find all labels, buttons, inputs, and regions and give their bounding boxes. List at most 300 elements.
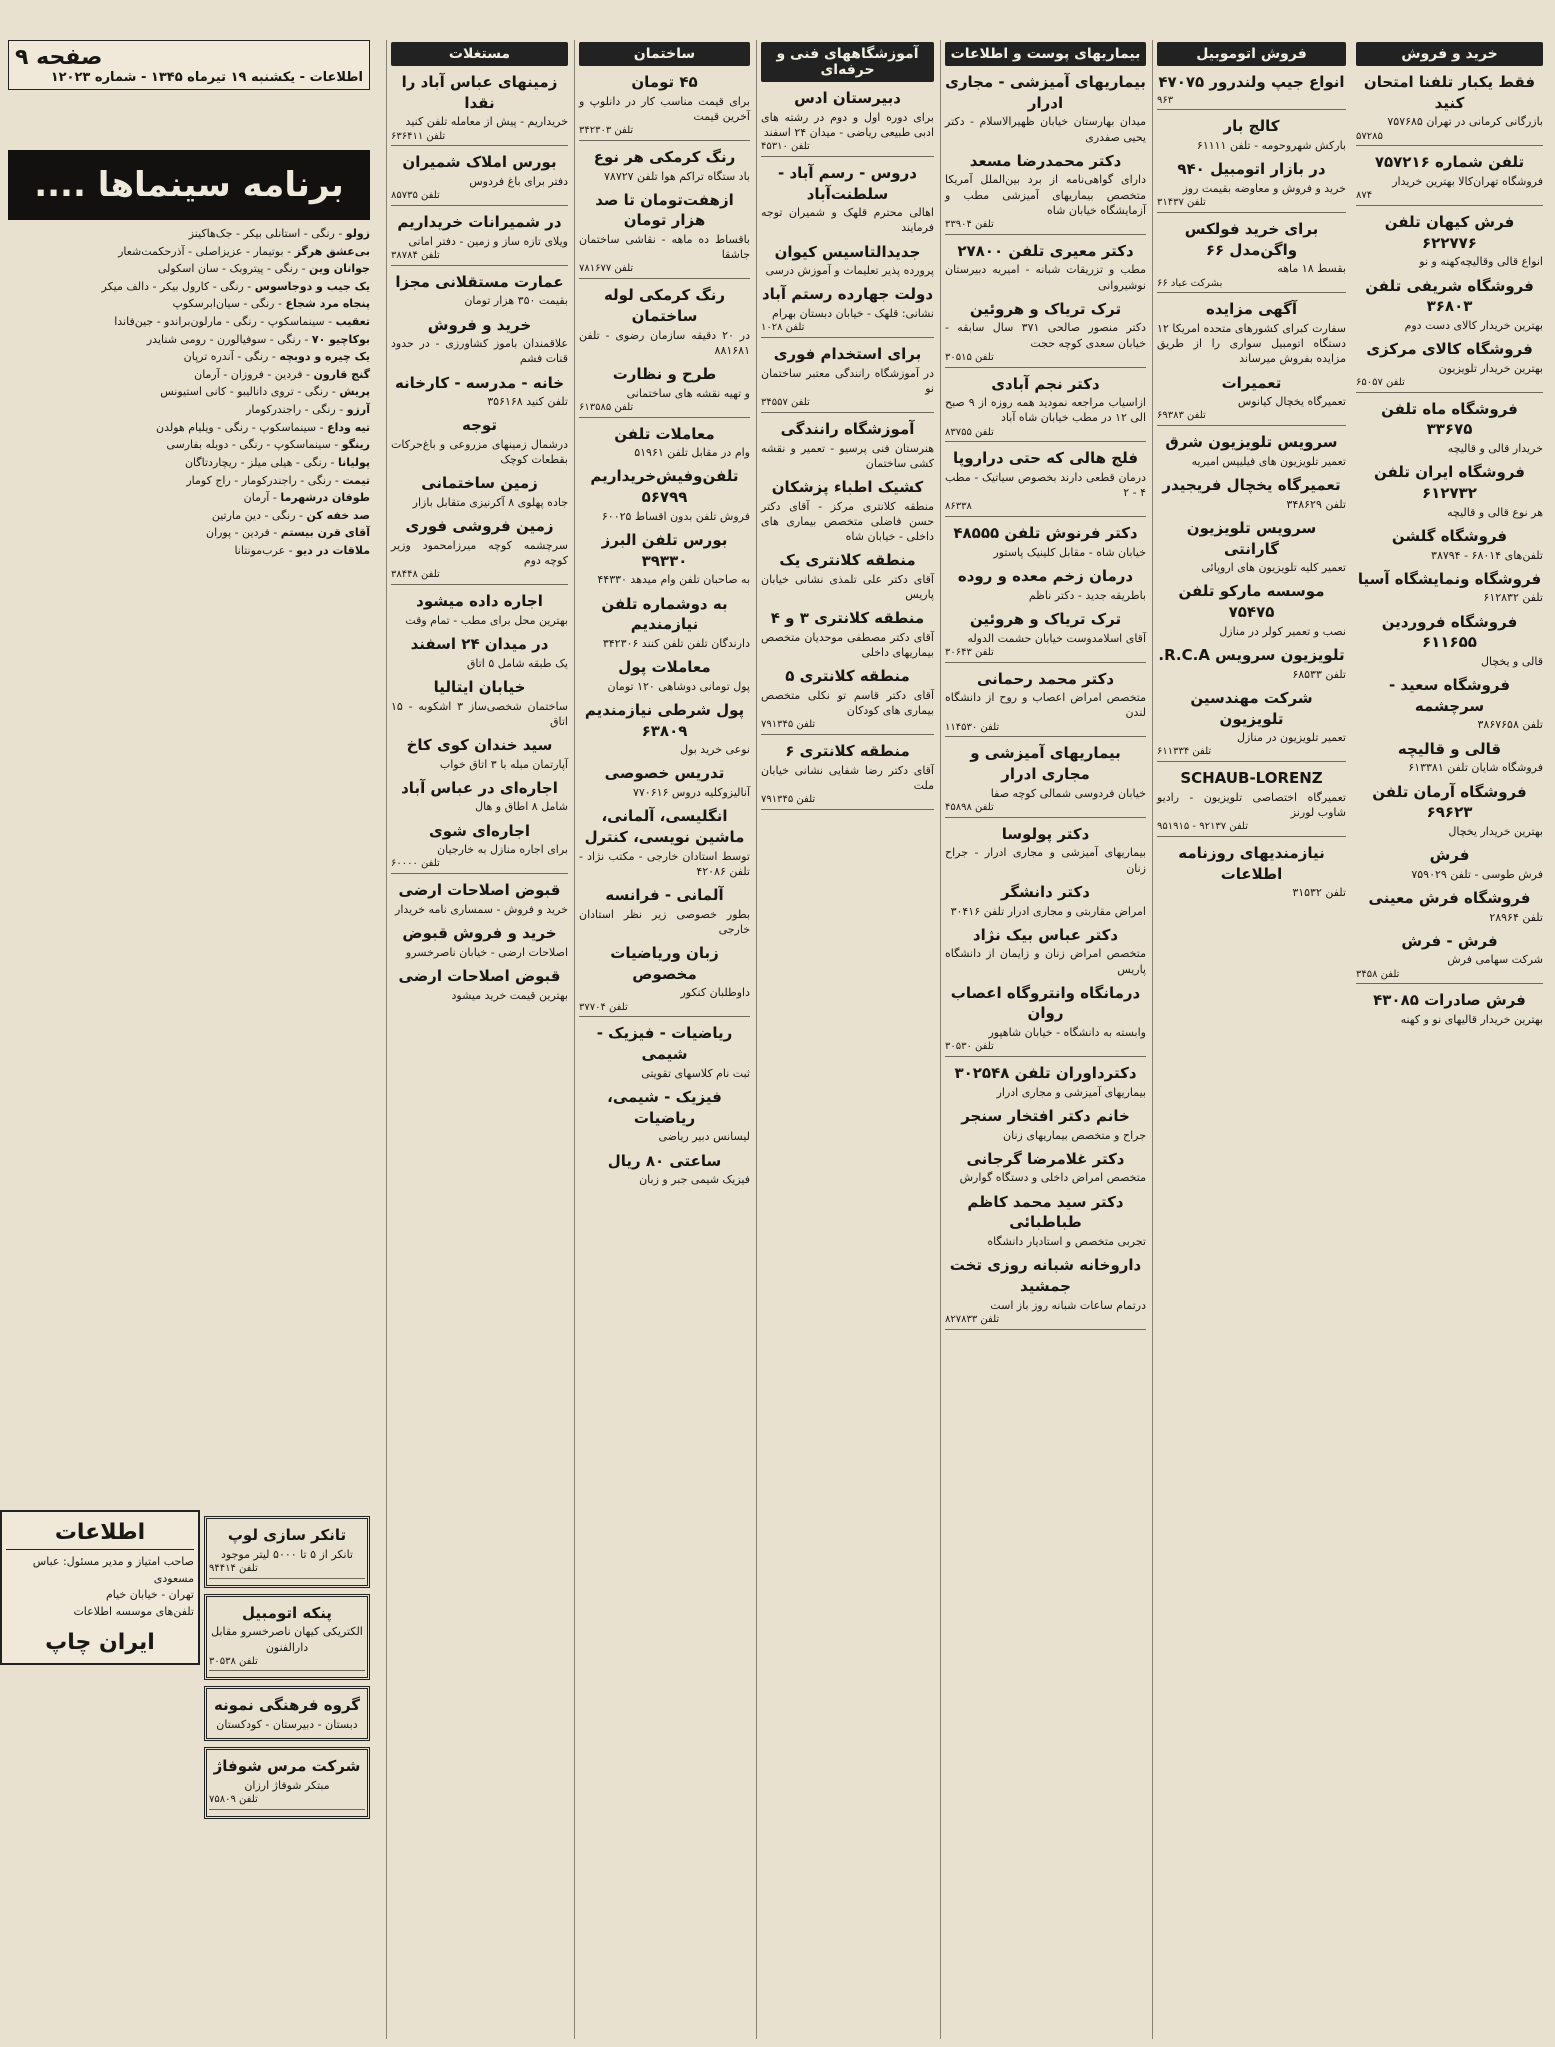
printing-house: ایران چاپ — [45, 1630, 155, 1655]
ad-title: قبوض اصلاحات ارضی — [398, 966, 561, 985]
cinema-listings — [8, 226, 370, 561]
ad-title: برای استخدام فوری — [773, 345, 922, 364]
film-details: سینماسکوپ - رنگی - مارلون‌براندو - جین‌فاندا — [114, 315, 325, 329]
ad-body: انواع قالی وقالیچه‌کهنه و نو — [1419, 255, 1543, 269]
film-title: تعقیب — [335, 315, 370, 329]
cinema-entry: رینگو - سینماسکوپ - رنگی - دوبله بفارسی — [166, 438, 370, 452]
classified-ad — [391, 212, 568, 266]
classified-ad — [761, 163, 934, 236]
classified-ad — [945, 151, 1146, 235]
ad-body: خریدار قالی و قالیچه — [1447, 442, 1543, 456]
ad-body: تعمیر تلویزیون های فیلیپس امیریه — [1191, 454, 1346, 468]
cinema-banner: برنامه سینماها .... — [8, 150, 370, 220]
ad-title: فروشگاه شریفی تلفن ۳۶۸۰۳ — [1365, 276, 1534, 316]
classified-column — [1152, 40, 1350, 2039]
ad-title: طرح و نظارت — [612, 364, 717, 383]
ad-body: فیزیک شیمی جبر و زبان — [639, 1173, 750, 1187]
ad-title: ازهفت‌تومان تا صد هزار تومان — [595, 190, 734, 230]
classified-ad — [1356, 569, 1543, 606]
classified-ad — [391, 821, 568, 875]
ad-title: خرید و فروش — [427, 315, 532, 334]
classified-ad — [945, 1149, 1146, 1186]
ad-body: سفارت کبرای کشورهای متحده امریکا ۱۲ دستگاه اتومبیل سواری را از طریق مزایده بفروش میرساند — [1157, 322, 1346, 366]
ad-phone: تلفن ۶۳۶۴۱۱ — [391, 130, 568, 147]
ad-title: منطقه کلانتری ۶ — [785, 742, 910, 761]
ad-title: شرکت مهندسین تلویزیون — [1190, 688, 1313, 728]
ad-body: امراض مقاربتی و مجاری ادرار تلفن ۳۰۴۱۶ — [950, 904, 1146, 918]
ad-body: متخصص امراض اعصاب و روح از دانشگاه لندن — [945, 691, 1146, 720]
classified-ad — [761, 608, 934, 660]
ad-title: تعمیرگاه یخچال فریجیدر — [1162, 476, 1341, 495]
classified-ad — [1356, 462, 1543, 520]
cinema-entry: تیمت - رنگی - راجندرکومار - راج کومار — [186, 473, 370, 487]
classified-column — [386, 40, 572, 2039]
ad-phone: تلفن ۸۵۷۳۵ — [391, 189, 568, 206]
ad-title: ترک تریاک و هروئین — [969, 299, 1122, 318]
masthead-director: صاحب امتیاز و مدیر مسئول: عباس مسعودی — [32, 1555, 194, 1585]
ad-body: شرکت سهامی فرش — [1447, 953, 1543, 967]
cinema-entry: بوکاچیو ۷۰ - رنگی - سوفیالورن - رومی شنایدر — [146, 332, 370, 346]
ad-body: تعمیرگاه اختصاصی تلویزیون - رادیو شاوب لورنز — [1157, 790, 1346, 820]
classified-ad — [391, 473, 568, 510]
classified-ad — [945, 925, 1146, 977]
classified-ad — [579, 657, 750, 694]
classified-ad — [579, 594, 750, 652]
ad-body: آنالیزوکلیه دروس ۷۷۰۶۱۶ — [632, 786, 750, 800]
ad-title: بورس املاک شمیران — [402, 153, 557, 172]
ad-body: دفتر برای باغ فردوس — [469, 175, 568, 189]
ad-body: میدان بهارستان خیابان ظهیرالاسلام - دکتر یحیی صفدری — [945, 115, 1146, 144]
ad-title: اجاره داده میشود — [416, 592, 543, 611]
ad-body: تلفن ۳۱۵۳۲ — [1292, 886, 1346, 900]
ad-body: بقسط ۱۸ ماهه — [1277, 262, 1346, 276]
ad-body: جراح و متخصص بیماریهای زنان — [1003, 1128, 1146, 1142]
ad-phone: تلفن ۷۸۱۶۷۷ — [579, 262, 750, 279]
ad-title: دکتر پولوسا — [1001, 824, 1090, 843]
ad-title: زبان وریاضیات مخصوص — [610, 944, 719, 983]
ad-phone: تلفن ۹۲۱۳۷ - ۹۵۱۹۱۵ — [1157, 820, 1346, 837]
ad-phone: تلفن ۳۰۵۳۸ — [209, 1655, 365, 1672]
film-details: رنگی - استانلی بیکر - جک‌هاکینز — [188, 227, 335, 240]
ad-title: شرکت مرس شوفاژ — [213, 1757, 361, 1776]
classified-ad — [579, 530, 750, 588]
classified-ad — [945, 824, 1146, 876]
classified-ad — [579, 147, 750, 184]
ad-phone: تلفن ۹۴۴۱۴ — [209, 1562, 365, 1579]
film-details: بوتیمار - عزیزاصلی - آذرحکمت‌شعار — [118, 244, 284, 258]
ad-body: بهترین خریدار کالای دست دوم — [1404, 318, 1543, 332]
classified-ad — [579, 424, 750, 461]
bottom-right-ads — [204, 1510, 370, 1825]
ad-body: تعمیرگاه یخچال کیانوس — [1237, 395, 1346, 409]
classified-ad — [761, 284, 934, 338]
film-title: پریش — [339, 385, 370, 399]
cinema-entry: گنج قارون - فردین - فروزان - آرمان — [194, 367, 370, 381]
ad-phone: تلفن ۳۸۷۸۴ — [391, 249, 568, 266]
ad-title: آگهی مزایده — [1205, 300, 1298, 319]
ad-title: دولت جهارده رستم آباد — [761, 285, 934, 304]
ad-body: مبتکر شوفاژ ارزان — [244, 1779, 330, 1793]
ad-title: عمارت مستقلانی مجزا — [395, 272, 564, 291]
classified-ad — [391, 735, 568, 772]
ad-phone: تلفن ۶۰۰۰۰ — [391, 857, 568, 874]
film-details: سینماسکوپ - رنگی - ویلیام هولدن — [156, 420, 317, 434]
film-details: آرمان — [243, 491, 270, 505]
ad-phone: تلفن ۷۹۱۳۴۵ — [761, 793, 934, 810]
masthead-phones-label: تلفن‌های موسسه اطلاعات — [73, 1604, 194, 1618]
ad-title: دکتر نجم آبادی — [991, 374, 1100, 393]
ad-body: ساختمان شخصی‌ساز ۳ اشکوبه - ۱۵ اتاق — [391, 699, 569, 728]
classified-ad — [945, 72, 1146, 145]
ad-phone: تلفن ۱۱۴۵۳۰ — [945, 721, 1146, 738]
ad-title: فروشگاه ونمایشگاه آسیا — [1357, 569, 1542, 588]
classified-column — [574, 40, 754, 2039]
ad-title: تعمیرات — [1221, 373, 1282, 392]
classified-ad — [1157, 843, 1346, 901]
ad-body: لیسانس دبیر ریاضی — [658, 1130, 750, 1144]
film-title: یک چیره و دوبچه — [279, 350, 370, 364]
classified-ad — [1356, 845, 1543, 882]
ad-title: انگلیسی، آلمانی، ماشین نویسی، کنترل — [584, 807, 745, 847]
classified-ad — [1356, 612, 1543, 670]
classified-ad — [391, 152, 568, 206]
film-title: زولو — [345, 227, 370, 240]
cinema-entry: تعقیب - سینماسکوپ - رنگی - مارلون‌براندو - جین‌فاندا — [114, 315, 370, 329]
classified-ad — [391, 516, 568, 585]
cinema-entry: پنجاه مرد شجاع - رنگی - سیان‌ابرسکوپ — [172, 297, 370, 311]
ad-body: درمان قطعی دارند بخصوص سیاتیک - مطب ۴ - ۲ — [945, 471, 1146, 500]
ad-phone: تلفن ۳۴۵۸ — [1356, 968, 1543, 985]
ad-body: بهترین خریدار تلویزیون — [1438, 361, 1543, 375]
ad-body: جاده پهلوی ۸ آکرنیزی متقابل بازار — [412, 496, 568, 510]
classified-ad — [945, 1255, 1146, 1329]
film-details: رنگی - راجندرکومار - راج کومار — [186, 473, 332, 487]
ad-phone: تلفن ۶۹۳۸۳ — [1157, 409, 1346, 426]
classified-column — [756, 40, 938, 2039]
film-details: رنگی - دین مارتین — [211, 508, 296, 522]
ad-body: ویلای تازه ساز و زمین - دفتر امانی — [408, 234, 568, 248]
ad-phone: تلفن ۴۵۸۹۸ — [945, 801, 1146, 818]
ad-body: تلفن ۳۴۸۶۲۹ — [1286, 497, 1346, 511]
ad-title: ریاضیات - فیزیک - شیمی — [596, 1024, 733, 1064]
classified-ad — [391, 923, 568, 960]
ad-body: توسط استادان خارجی - مکتب نژاد - تلفن ۴۲۰۸۶ — [579, 849, 750, 878]
cinema-entry: تیه وداع - سینماسکوپ - رنگی - ویلیام هولدن — [156, 420, 370, 434]
classified-ad — [1356, 990, 1543, 1027]
column-heading: خرید و فروش — [1356, 42, 1543, 66]
classified-ad — [945, 983, 1146, 1057]
ad-body: متخصص امراض داخلی و دستگاه گوارش — [959, 1171, 1146, 1185]
ad-title: فروشگاه کالای مرکزی — [1366, 340, 1533, 359]
ad-title: پنکه اتومبیل — [242, 1603, 332, 1622]
classified-ad — [579, 763, 750, 800]
ad-title: دکتر عباس بیک نژاد — [972, 925, 1119, 944]
ad-title: کالج بار — [1223, 117, 1280, 136]
classified-ad — [1157, 581, 1346, 639]
cinema-entry: پریش - رنگی - تروی دانالیبو - کانی استیونس — [160, 385, 370, 399]
ad-phone: ۶۶ بشرکت عباد — [1157, 277, 1346, 294]
ad-phone: تلفن ۳۰۵۱۵ — [945, 351, 1146, 368]
ad-title: گروه فرهنگی نمونه — [213, 1696, 361, 1715]
ad-body: به صاحبان تلفن وام میدهد ۴۴۳۳۰ — [597, 573, 750, 587]
ad-title: آلمانی - فرانسه — [605, 886, 724, 905]
cinema-entry: جوانان وین - رنگی - پیتروبک - سان اسکولی — [157, 262, 370, 276]
ad-title: سرویس تلویزیون شرق — [1165, 433, 1338, 452]
ad-title: ترک تریاک و هروئین — [969, 609, 1122, 628]
ad-body: مطب و تزریقات شبانه - امیریه دبیرستان نوشیروانی — [945, 263, 1146, 292]
cinema-entry: یک چیره و دوبچه - رنگی - آندره ترپان — [183, 350, 370, 364]
ad-title: فرش کیهان تلفن ۶۲۲۷۷۶ — [1384, 213, 1515, 252]
ad-phone: تلفن ۸۲۷۸۳۳ — [945, 1313, 1146, 1330]
ad-phone: تلفن ۳۰۵۳۰ — [945, 1040, 1146, 1057]
ad-body: ثبت نام کلاسهای تقویتی — [641, 1066, 750, 1080]
classified-ad — [1356, 888, 1543, 925]
classified-ad — [945, 882, 1146, 919]
ad-title: فروشگاه ماه تلفن ۳۳۶۷۵ — [1381, 399, 1518, 439]
page-header — [8, 40, 370, 90]
ad-body: وابسته به دانشگاه - خیابان شاهپور — [988, 1026, 1146, 1040]
ad-body: آپارتمان مبله با ۳ اتاق خواب — [439, 757, 568, 771]
cinema-entry: آقای قرن بیستم - فردین - پوران — [205, 526, 370, 540]
ad-body: بطور خصوصی زیر نظر استادان خارجی — [579, 907, 750, 936]
film-details: رنگی - سیان‌ابرسکوپ — [172, 297, 275, 311]
ad-body: برای قیمت مناسب کار در دانلوپ و آخرین قیمت — [579, 94, 750, 123]
ad-body: فرش طوسی - تلفن ۷۵۹۰۲۹ — [1411, 867, 1543, 881]
page-number: صفحه ۹ — [15, 45, 103, 70]
classified-ad — [945, 448, 1146, 517]
column-heading: ساختمان — [579, 42, 750, 66]
classified-ad — [1356, 526, 1543, 563]
classified-ad — [1356, 399, 1543, 457]
classified-ad — [204, 1594, 370, 1681]
ad-phone: ۵۷۲۸۵ — [1356, 130, 1543, 147]
classified-ad — [391, 778, 568, 815]
ad-body: بهترین قیمت خرید میشود — [451, 988, 568, 1002]
ad-body: و تهیه نقشه های ساختمانی — [626, 386, 750, 400]
ad-title: فروشگاه آرمان تلفن ۶۹۶۲۳ — [1372, 782, 1527, 822]
ad-body: بقیمت ۳۵۰ هزار تومان — [464, 294, 568, 308]
ad-title: دکتر غلامرضا گرجانی — [966, 1149, 1125, 1168]
ad-body: تلفن کنید ۳۵۶۱۶۸ — [487, 395, 568, 409]
ad-phone: تلفن ۳۳۹۰۴ — [945, 218, 1146, 235]
film-title: طوفان درشهرما — [280, 491, 370, 505]
film-details: رنگی - راجندرکومار — [246, 403, 336, 417]
classified-ad — [1157, 432, 1346, 469]
ad-title: بورس تلفن البرز ۳۹۳۳۰ — [601, 530, 728, 570]
ad-phone: تلفن ۶۱۳۵۸۵ — [579, 401, 750, 418]
film-title: یک جیب و دوجاسوس — [254, 279, 370, 293]
ad-body: دکتر منصور صالحی ۳۷۱ سال سابقه - خیابان سعدی کوچه حجت — [945, 321, 1146, 350]
ad-body: دبستان - دبیرستان - کودکستان — [216, 1718, 358, 1732]
ad-title: فلج هالی که حتی دراروپا — [952, 449, 1139, 468]
classified-ad — [945, 609, 1146, 663]
film-details: رنگی - سوفیالورن - رومی شنایدر — [146, 332, 301, 346]
classified-ad — [945, 1192, 1146, 1250]
ad-body: متخصص امراض زنان و زایمان از دانشگاه پاریس — [945, 947, 1146, 976]
ad-title: پول شرطی نیازمندیم ۶۳۸۰۹ — [584, 700, 745, 740]
ad-title: دروس - رسم آباد - سلطنت‌آباد — [778, 163, 917, 203]
ad-body: بارکش شهروحومه - تلفن ۶۱۱۱۱ — [1196, 139, 1346, 153]
ad-phone: ۹۶۳ — [1157, 94, 1346, 111]
classified-ad — [579, 1151, 750, 1188]
classified-ad — [1356, 72, 1543, 146]
classified-ad — [1157, 159, 1346, 213]
film-title: پولیانا — [337, 455, 370, 469]
ad-title: دکتر محمدرضا مسعد — [969, 151, 1122, 170]
ad-title: تلفن شماره ۷۵۷۲۱۶ — [1374, 153, 1525, 172]
ad-title: موسسه مارکو تلفن ۷۵۴۷۵ — [1178, 582, 1325, 622]
ad-phone: تلفن ۳۰۶۴۳ — [945, 646, 1146, 663]
ad-body: اهالی محترم قلهک و شمیران توجه فرمایند — [761, 206, 934, 235]
ad-title: SCHAUB-LORENZ — [1180, 769, 1323, 788]
ad-body: فروشگاه شایان تلفن ۶۱۳۳۸۱ — [1408, 761, 1543, 775]
ad-title: فیزیک - شیمی، ریاضیات — [607, 1087, 722, 1127]
ad-title: در میدان ۲۴ اسفند — [410, 634, 549, 653]
ad-title: دکتر معیری تلفن ۲۷۸۰۰ — [957, 241, 1134, 260]
ad-title: اجاره‌ای در عباس آباد — [401, 778, 558, 797]
ad-title: فرش صادرات ۴۳۰۸۵ — [1373, 991, 1526, 1010]
ad-title: دکتر سید محمد کاظم طباطبائی — [967, 1192, 1124, 1232]
film-title: بوکاچیو ۷۰ — [311, 332, 370, 346]
ad-title: تانکر سازی لوپ — [227, 1526, 347, 1544]
film-details: رنگی - آندره ترپان — [183, 350, 269, 364]
ad-body: منطقه کلانتری مرکز - آقای دکتر حسن فاضلی متخصص بیماری های داخلی - خیابان شاه — [761, 499, 934, 543]
classified-ad — [579, 364, 750, 418]
ad-title: رنگ کرمکی لوله ساختمان — [603, 286, 726, 325]
ad-title: بیماریهای آمیزشی و مجاری ادرار — [970, 744, 1121, 784]
ad-title: انواع جیپ ولندرور ۴۷۰۷۵ — [1158, 73, 1345, 91]
classified-ad — [1356, 931, 1543, 985]
ad-title: خیابان ایتالیا — [433, 677, 526, 696]
ad-body: برای اجاره منازل به خارجیان — [437, 843, 568, 857]
masthead-box — [0, 1510, 200, 1665]
ad-title: به دوشماره تلفن نیازمندیم — [601, 594, 728, 634]
ad-body: آقای اسلامدوست خیابان حشمت الدوله — [967, 631, 1146, 645]
film-details: رنگی - هیلی میلز - ریچاردتاگان — [184, 455, 327, 469]
film-details: فردین - فروزان - آرمان — [194, 367, 303, 381]
ad-body: بهترین محل برای مطب - تمام وقت — [405, 613, 568, 627]
classified-ad — [1157, 768, 1346, 837]
classified-ad — [579, 1087, 750, 1145]
film-title: پنجاه مرد شجاع — [285, 297, 370, 311]
ad-body: بیماریهای آمیزشی و مجاری ادرار — [996, 1085, 1146, 1099]
ad-body: هنرستان فنی پرسیو - تعمیر و نقشه کشی ساختمان — [761, 441, 934, 470]
classified-ad — [579, 285, 750, 358]
classified-column — [940, 40, 1150, 2039]
classified-ad — [945, 566, 1146, 603]
ad-body: خیابان شاه - مقابل کلینیک پاستور — [993, 545, 1146, 559]
column-heading: آموزشگاههای فنی و حرفه‌ای — [761, 42, 934, 82]
masthead-title: اطلاعات — [6, 1516, 194, 1550]
classified-ad — [1157, 518, 1346, 576]
classified-ad — [1356, 152, 1543, 206]
classified-ad — [761, 344, 934, 413]
film-details: عرب‌مونتانا — [234, 543, 286, 557]
ad-title: فروشگاه فرش معینی — [1368, 888, 1531, 907]
film-title: ملاقات در دیو — [296, 543, 370, 557]
ad-body: آقای دکتر علی تلمذی نشانی خیابان پاریس — [761, 572, 934, 601]
ad-body: پول تومانی دوشاهی ۱۲۰ تومان — [607, 679, 750, 693]
classified-ad — [579, 1023, 750, 1081]
classified-ad — [1356, 782, 1543, 840]
ad-title: قالی و قالیچه — [1397, 739, 1502, 758]
film-details: رنگی - پیتروبک - سان اسکولی — [157, 262, 299, 276]
classified-ad — [204, 1516, 370, 1588]
film-title: صد خفه کن — [306, 508, 370, 522]
cinema-entry: آرزو - رنگی - راجندرکومار — [246, 403, 370, 417]
ad-title: برای خرید فولکس واگن‌مدل ۶۶ — [1184, 220, 1319, 259]
film-title: آرزو — [346, 403, 370, 417]
classified-ad — [945, 743, 1146, 817]
classified-ad — [761, 477, 934, 544]
classified-ad — [1157, 72, 1346, 110]
ad-body: نوعی خرید بول — [680, 743, 750, 757]
ad-title: ساعتی ۸۰ ریال — [607, 1151, 722, 1170]
ad-body: ازاسیاب مراجعه نمودید همه روزه از ۹ صبح الی ۱۲ در مطب خیابان شاه آباد — [945, 396, 1146, 425]
cinema-entry: یک جیب و دوجاسوس - رنگی - کارول بیکر - دالف میکر — [101, 279, 370, 293]
ad-title: فرش - فرش — [1401, 931, 1498, 950]
ad-body: خریداریم - پیش از معامله تلفن کنید — [405, 115, 568, 129]
ad-title: توجه — [462, 416, 497, 435]
ad-body: نشانی: قلهک - خیابان دبستان بهرام — [772, 307, 934, 321]
classified-ad — [761, 741, 934, 810]
ad-title: کشیک اطباء پزشکان — [771, 477, 924, 496]
column-heading: مستغلات — [391, 42, 568, 66]
ad-title: منطقه کلانتری ۳ و ۴ — [770, 609, 925, 628]
dateline: اطلاعات - یکشنبه ۱۹ تیرماه ۱۳۴۵ - شماره ۱۲۰۲۳ — [50, 70, 363, 85]
ad-title: درمان زخم معده و روده — [957, 567, 1134, 586]
classified-ad — [945, 374, 1146, 443]
ad-body: خرید و فروش - سمساری نامه خریدار — [395, 902, 568, 916]
classified-ad — [1157, 688, 1346, 762]
classified-ad — [1157, 299, 1346, 366]
classified-ad — [1157, 475, 1346, 512]
classified-ad — [1157, 373, 1346, 427]
ad-title: تدریس خصوصی — [604, 764, 725, 783]
ad-phone: تلفن ۷۹۱۳۴۵ — [761, 718, 934, 735]
film-title: آقای قرن بیستم — [280, 526, 370, 540]
classified-ad — [579, 190, 750, 280]
ad-phone: تلفن ۶۵۰۵۷ — [1356, 376, 1543, 393]
ad-title: تلفن‌وفیش‌خریداریم ۵۶۷۹۹ — [590, 467, 739, 507]
ad-body: نصب و تعمیر کولر در منازل — [1219, 624, 1346, 638]
ad-body: برای دوره اول و دوم در رشته های ادبی طبیعی ریاضی - میدان ۲۴ اسفند — [761, 110, 934, 139]
ad-title: فروشگاه سعید - سرچشمه — [1388, 676, 1511, 715]
classified-ad — [391, 880, 568, 917]
ad-body: آقای دکتر قاسم تو نکلی متخصص بیماری های کودکان — [761, 688, 934, 718]
column-heading: بیماریهای پوست و اطلاعات — [945, 42, 1146, 66]
masthead-address: تهران - خیابان خیام — [105, 1588, 194, 1601]
classified-ad — [204, 1686, 370, 1741]
classified-ad — [945, 299, 1146, 368]
ad-body: تعمیر تلویزیون در منازل — [1236, 731, 1346, 745]
ad-title: اجاره‌ای شوی — [428, 821, 531, 840]
ad-title: زمین ساختمانی — [421, 474, 538, 493]
ad-title: نیازمندیهای روزنامه اطلاعات — [1178, 844, 1325, 883]
ad-body: تلفن ۶۱۲۸۳۲ — [1483, 591, 1543, 605]
classified-ad — [1157, 116, 1346, 153]
classified-ad — [1356, 212, 1543, 270]
ad-title: در بازار اتومبیل ۹۴۰ — [1177, 160, 1326, 179]
ad-title: جدیدالتاسیس کیوان — [774, 242, 921, 261]
ad-body: تلفن ۶۸۵۳۳ — [1292, 667, 1346, 681]
ad-phone: تلفن ۳۱۴۳۷ — [1157, 196, 1346, 213]
ad-body: فروش تلفن بدون اقساط ۶۰۰۲۵ — [601, 509, 750, 523]
classified-ad — [579, 943, 750, 1017]
film-details: فردین - پوران — [205, 526, 270, 540]
ad-title: آموزشگاه رانندگی — [780, 419, 915, 438]
ad-title: خانم دکتر افتخار سنجر — [961, 1106, 1130, 1125]
